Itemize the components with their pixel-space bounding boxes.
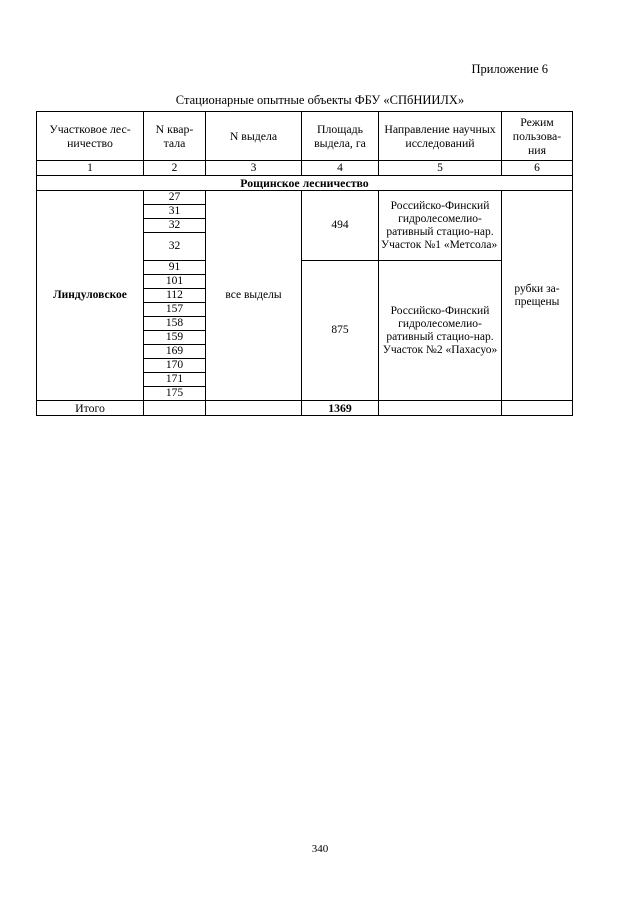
table-row bbox=[37, 191, 573, 205]
column-number: 2 bbox=[144, 161, 206, 176]
section-title: Рощинское лесничество bbox=[37, 176, 573, 191]
quarter-cell: 169 bbox=[144, 345, 206, 359]
header-cell-forestry: Участковое лес-ничество bbox=[37, 112, 144, 161]
column-number: 4 bbox=[302, 161, 379, 176]
quarter-cell: 101 bbox=[144, 275, 206, 289]
research-cell: Российско-Финский гидролесомелио-ративный стацио-нар. Участок №1 «Метсола» bbox=[379, 191, 502, 261]
header-cell-regime: Режим пользова-ния bbox=[502, 112, 573, 161]
header-cell-allotment: N выдела bbox=[206, 112, 302, 161]
section-row bbox=[37, 176, 573, 191]
quarter-cell: 27 bbox=[144, 191, 206, 205]
regime-cell: рубки за-прещены bbox=[502, 191, 573, 401]
total-label: Итого bbox=[37, 401, 144, 416]
empty-cell bbox=[502, 401, 573, 416]
quarter-cell: 171 bbox=[144, 373, 206, 387]
header-cell-research: Направление научных исследований bbox=[379, 112, 502, 161]
column-number: 6 bbox=[502, 161, 573, 176]
quarter-cell: 32 bbox=[144, 219, 206, 233]
total-value: 1369 bbox=[302, 401, 379, 416]
quarter-cell: 158 bbox=[144, 317, 206, 331]
column-number: 3 bbox=[206, 161, 302, 176]
header-cell-area: Площадь выдела, га bbox=[302, 112, 379, 161]
column-number: 1 bbox=[37, 161, 144, 176]
quarter-cell: 32 bbox=[144, 233, 206, 261]
quarter-cell: 91 bbox=[144, 261, 206, 275]
empty-cell bbox=[379, 401, 502, 416]
allotment-cell: все выделы bbox=[206, 191, 302, 401]
quarter-cell: 159 bbox=[144, 331, 206, 345]
empty-cell bbox=[206, 401, 302, 416]
page-number: 340 bbox=[311, 843, 329, 855]
appendix-label: Приложение 6 bbox=[471, 62, 548, 76]
area-cell: 875 bbox=[302, 261, 379, 401]
research-cell: Российско-Финский гидролесомелио-ративный стацио-нар. Участок №2 «Пахасуо» bbox=[379, 261, 502, 401]
forestry-cell: Линдуловское bbox=[37, 191, 144, 401]
area-cell: 494 bbox=[302, 191, 379, 261]
header-cell-quarter: N квар-тала bbox=[144, 112, 206, 161]
quarter-cell: 112 bbox=[144, 289, 206, 303]
column-number-row bbox=[37, 161, 573, 176]
column-number: 5 bbox=[379, 161, 502, 176]
research-objects-table bbox=[36, 111, 573, 416]
quarter-cell: 170 bbox=[144, 359, 206, 373]
total-row bbox=[37, 401, 573, 416]
quarter-cell: 31 bbox=[144, 205, 206, 219]
empty-cell bbox=[144, 401, 206, 416]
quarter-cell: 175 bbox=[144, 387, 206, 401]
header-row bbox=[37, 112, 573, 161]
document-title: Стационарные опытные объекты ФБУ «СПбНИИЛХ» bbox=[175, 93, 465, 107]
quarter-cell: 157 bbox=[144, 303, 206, 317]
